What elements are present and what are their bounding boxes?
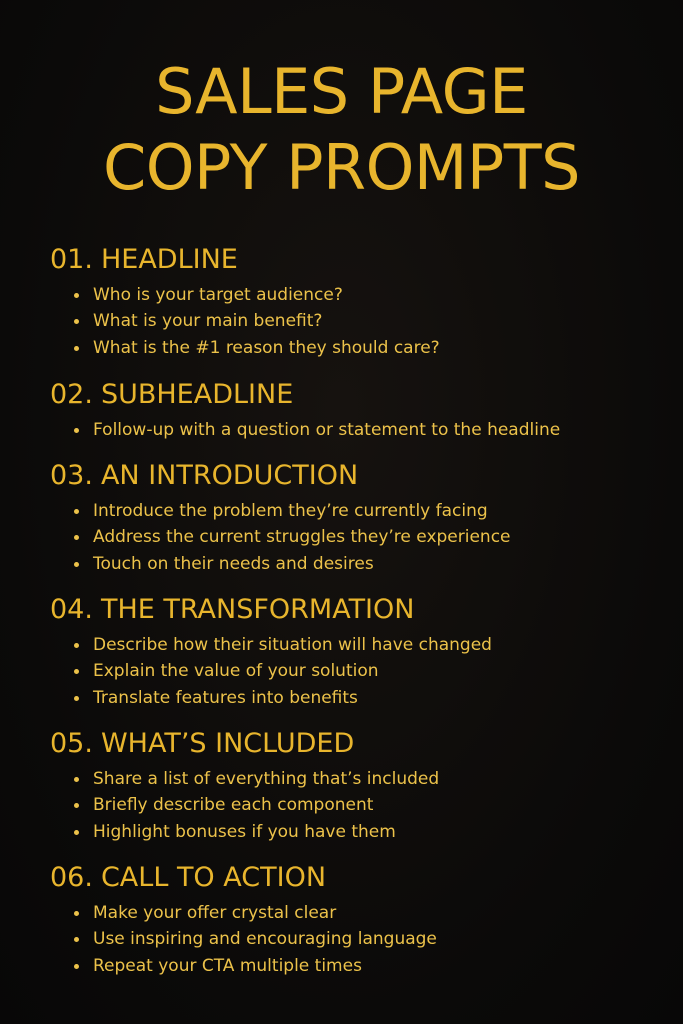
list-item: Address the current struggles they’re experience [50,524,650,550]
section-whats-included [50,728,650,845]
section-title: HEADLINE [100,244,238,275]
section-number: 05. [50,728,93,759]
bullet-list [50,766,650,845]
list-item: What is your main benefit? [50,308,650,334]
section-title: WHAT’S INCLUDED [100,728,355,759]
list-item: Highlight bonuses if you have them [50,819,650,845]
section-heading [50,244,650,276]
bullet-list [50,632,650,711]
section-number: 06. [50,862,93,893]
section-subheadline [50,379,650,443]
section-heading [50,379,650,411]
section-title: CALL TO ACTION [100,862,327,893]
bullet-list [50,498,650,577]
section-number: 02. [50,379,93,410]
section-headline [50,244,650,361]
section-transformation [50,594,650,711]
section-heading [50,594,650,626]
section-number: 01. [50,244,93,275]
list-item: Who is your target audience? [50,282,650,308]
list-item: Explain the value of your solution [50,658,650,684]
section-heading [50,862,650,894]
list-item: Use inspiring and encouraging language [50,926,650,952]
section-number: 04. [50,594,93,625]
section-heading [50,728,650,760]
section-number: 03. [50,460,93,491]
section-title: AN INTRODUCTION [100,460,359,491]
list-item: Make your offer crystal clear [50,900,650,926]
section-title: THE TRANSFORMATION [100,594,415,625]
list-item: Briefly describe each component [50,792,650,818]
section-introduction [50,460,650,577]
list-item: Describe how their situation will have changed [50,632,650,658]
bullet-list [50,417,650,443]
list-item: Repeat your CTA multiple times [50,953,650,979]
bullet-list [50,282,650,361]
section-heading [50,460,650,492]
list-item: Introduce the problem they’re currently facing [50,498,650,524]
page-title [0,54,683,206]
list-item: Translate features into benefits [50,685,650,711]
section-call-to-action [50,862,650,979]
section-title: SUBHEADLINE [100,379,294,410]
page-title-line-1: SALES PAGE [155,55,528,128]
list-item: What is the #1 reason they should care? [50,335,650,361]
list-item: Follow-up with a question or statement to the headline [50,417,650,443]
list-item: Share a list of everything that’s included [50,766,650,792]
list-item: Touch on their needs and desires [50,551,650,577]
bullet-list [50,900,650,979]
page-title-line-2: COPY PROMPTS [102,131,581,204]
